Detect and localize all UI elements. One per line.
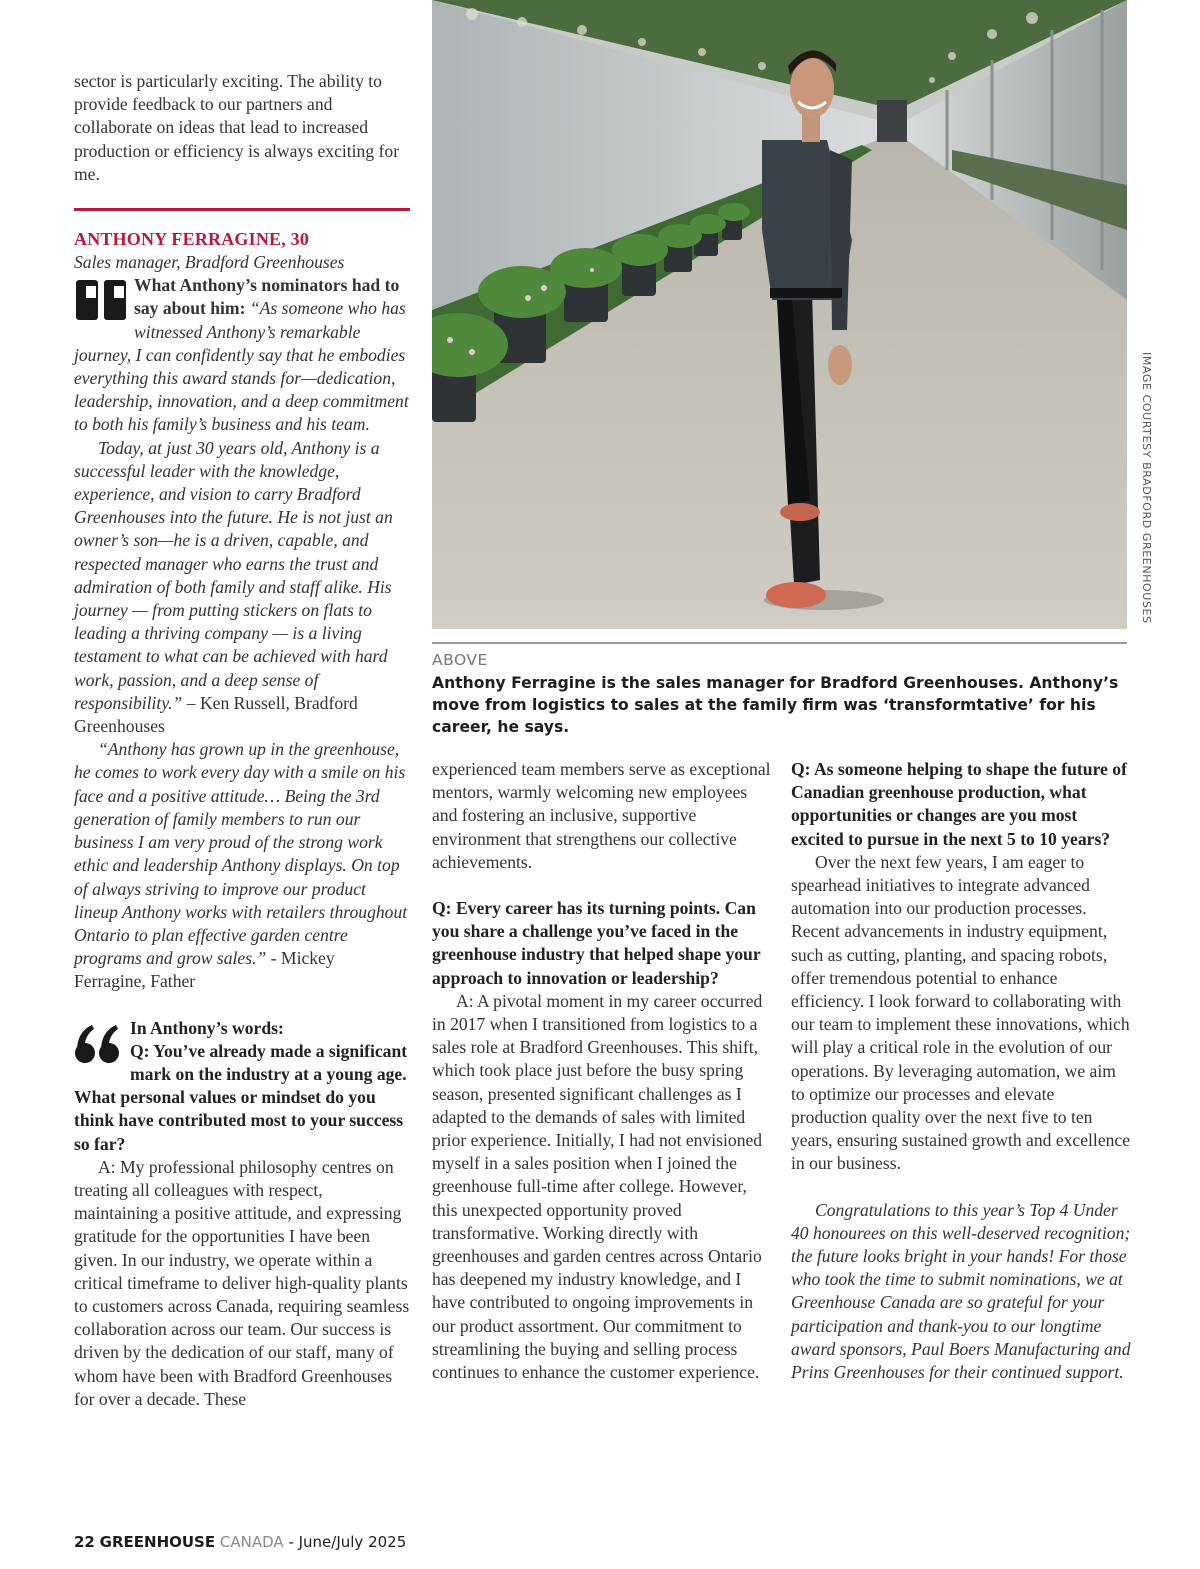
caption-rule — [432, 642, 1127, 644]
page-number: 22 — [74, 1533, 95, 1551]
honouree-name: ANTHONY FERRAGINE, 30 — [74, 229, 310, 250]
column-left — [74, 70, 410, 1411]
column-right — [791, 758, 1131, 1384]
question-1: In Anthony’s words: Q: You’ve already made a significant mark on the industry at a young age. What personal values or mindset do you think have contributed most to your success so far? — [74, 1017, 408, 1154]
question-2: Q: Every career has its turning points. Can you share a challenge you’ve faced in the greenhouse industry that helped shape your approach to innovation or leadership? — [432, 898, 761, 988]
section-divider — [74, 208, 410, 211]
answer-1: A: My professional philosophy centres on treating all colleagues with respect, maintaining a positive attitude, and expressing gratitude for the opportunities I have been given. In our industry, we operate within a critical timeframe to deliver high-quality plants to customers across Canada, requiring seamless collaboration across our team. Our success is driven by the dedication of our staff, many of whom have been with Bradford Greenhouses for over a decade. These — [74, 1156, 410, 1409]
page-footer — [74, 1533, 406, 1551]
issue-date: - June/July 2025 — [288, 1533, 407, 1551]
nominators-quote-father: “Anthony has grown up in the greenhouse, he comes to work every day with a smile on his face and a positive attitude… Being the 3rd generation of family members to run our business I am very proud of the strong work ethic and leadership Anthony displays. On top of always striving to improve our product lineup Anthony works with retailers throughout Ontario to plan effective garden centre programs and grow sales.” - Mickey Ferragine, Father — [74, 739, 408, 992]
greenhouse-photo — [432, 0, 1127, 629]
answer-2: A: A pivotal moment in my career occurred in 2017 when I transitioned from logistics to a sales role at Bradford Greenhouses. This shift, which took place just before the busy spring season, presented significant challenges as I adapted to the demands of sales with limited prior experience. Initially, I had not envisioned myself in a sales position when I joined the greenhouse full-time after college. However, this unexpected opportunity proved transformative. Working directly with greenhouses and garden centres across Ontario has deepened my industry knowledge, and I have contributed to ongoing improvements in our product assortment. Our commitment to streamlining the buying and selling process continues to enhance the customer experience. — [432, 990, 763, 1383]
magazine-name-light: CANADA — [219, 1533, 284, 1551]
words-lead: In Anthony’s words: — [130, 1017, 284, 1038]
photo-caption: Anthony Ferragine is the sales manager for Bradford Greenhouses. Anthony’s move from logistics to sales at the family firm was ‘transformtative’ for his career, he says. — [432, 674, 1119, 736]
photo-credit: IMAGE COURTESY BRADFORD GREENHOUSES — [1140, 352, 1153, 624]
column-middle — [432, 758, 772, 1384]
nominators-quote-cont: Today, at just 30 years old, Anthony is a successful leader with the knowledge, experience, and vision to carry Bradford Greenhouses into the future. He is not just an owner’s son—he is a driven, capable, and respected manager who earns the trust and admiration of both family and staff alike. His journey — from putting stickers on flats to leading a thriving company — is a living testament to what can be achieved with hard work, passion, and a deep sense of responsibility.” – Ken Russell, Bradford Greenhouses — [74, 437, 393, 737]
attribution: - Mickey Ferragine, Father — [74, 948, 335, 992]
closing-note: Congratulations to this year’s Top 4 Under 40 honourees on this well-deserved recognition; the future looks bright in your hands! For those who took the time to submit nominations, we at Greenhouse Canada are so grateful for your participation and thank-you to our longtime award sponsors, Paul Boers Manufacturing and Prins Greenhouses for their continued support. — [791, 1199, 1131, 1383]
caption-label: ABOVE — [432, 651, 488, 669]
quotation-mark-icon — [74, 278, 130, 324]
answer-3: Over the next few years, I am eager to spearhead initiatives to integrate advanced automation into our production processes. Recent advancements in industry equipment, such as cutting, planting, and spacing robots, offer tremendous potential to enhance efficiency. I look forward to collaborating with our team to implement these innovations, which will play a critical role in the evolution of our operations. By leveraging automation, we aim to optimize our processes and elevate production quality over the next five to ten years, ensuring sustained growth and excellence in our business. — [791, 851, 1131, 1174]
magazine-name: GREENHOUSE — [99, 1533, 216, 1551]
intro-paragraph: sector is particularly exciting. The ability to provide feedback to our partners and collaborate on ideas that lead to increased production or efficiency is always exciting for me. — [74, 71, 400, 184]
question-3: Q: As someone helping to shape the future of Canadian greenhouse production, what opportunities or changes are you most excited to pursue in the next 5 to 10 years? — [791, 759, 1127, 849]
honouree-title: Sales manager, Bradford Greenhouses — [74, 252, 345, 273]
open-quote-icon — [74, 1021, 122, 1067]
answer-1-continued: experienced team members serve as exceptional mentors, warmly welcoming new employees and fostering an inclusive, supportive environment that strengthens our collective achievements. — [432, 759, 771, 872]
nominators-quote: “As someone who has witnessed Anthony’s remarkable journey, I can confidently say that he embodies everything this award stands for—dedication, leadership, innovation, and a deep commitment to both his family’s business and his team. — [74, 298, 409, 435]
nominators-lead: What Anthony’s nominators had to say about him: — [134, 275, 400, 319]
attribution: – Ken Russell, Bradford Greenhouses — [74, 692, 358, 737]
nominators-paragraph — [74, 274, 410, 436]
